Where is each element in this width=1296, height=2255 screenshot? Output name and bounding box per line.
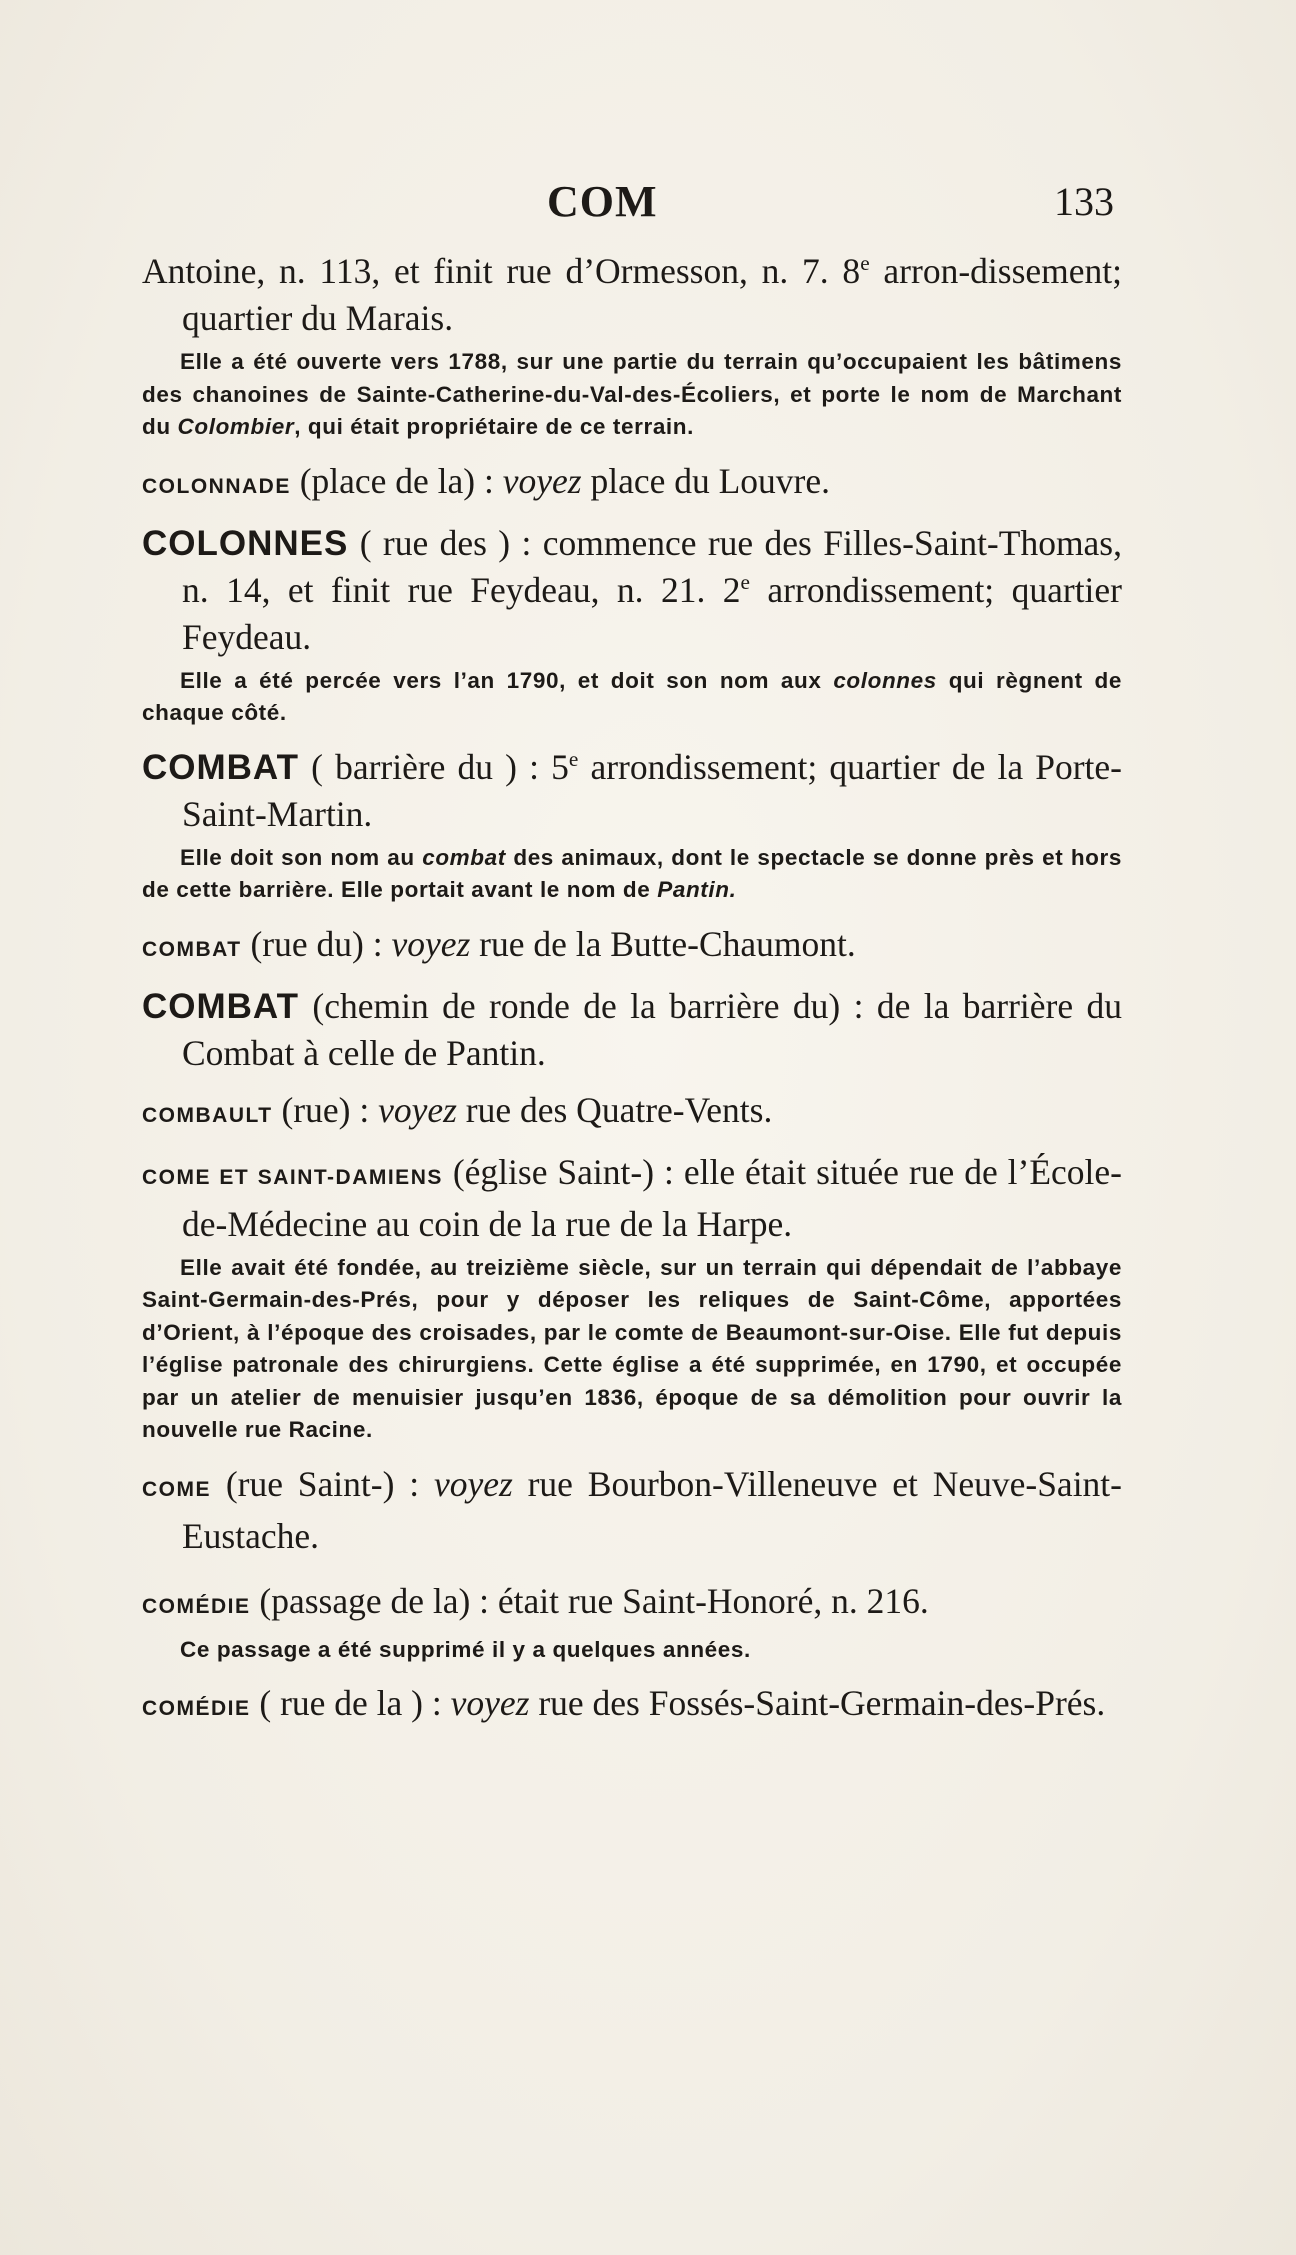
note-italic: combat: [422, 844, 506, 870]
headword: COMBAT: [142, 986, 299, 1026]
page-header: [142, 172, 1122, 232]
entry-text: (chemin de ronde de la barrière du) : de la barrière du Combat à celle de Pantin.: [182, 985, 1122, 1073]
headword: COMÉDIE: [142, 1697, 251, 1720]
entry-text: (rue Saint-) :: [211, 1463, 434, 1504]
entry-continuation: [142, 248, 1122, 342]
entry-combat-rue: [142, 921, 1122, 973]
running-head: COM: [547, 177, 658, 226]
headword: COMÉDIE: [142, 1594, 251, 1618]
headword: COMBAT: [142, 937, 242, 961]
note-text: Elle avait été fondée, au treizième siècle, sur un terrain qui dépendait de l’abbaye Saint-Germain-des-Prés, pour y déposer les reliques de Saint-Côme, apportées d’Orient, à l’époque des croisades, par le comte de Beaumont-sur-Oise. Elle fut depuis l’église patronale des chirurgiens. Cette église a été supprimée, en 1790, et occupée par un atelier de menuisier jusqu’en 1836, époque de sa démolition pour ouvrir la nouvelle rue Racine.: [142, 1254, 1122, 1442]
entry-colonnes: [142, 520, 1122, 661]
entry-text: rue de la Butte-Chaumont.: [470, 923, 856, 964]
entry-text: ( rue des ) : commence rue des Filles-Saint-Thomas, n. 14, et finit rue Feydeau, n. 21. 2: [182, 522, 1122, 610]
entry-text: rue Bourbon-Villeneuve et Neuve-Saint-Eustache.: [182, 1463, 1122, 1556]
entry-text: ( barrière du ) : 5: [299, 746, 569, 787]
entry-italic: voyez: [502, 460, 582, 501]
note-text: Elle doit son nom au: [180, 844, 423, 870]
ordinal-sup: e: [568, 746, 579, 771]
entry-italic: voyez: [450, 1683, 530, 1723]
entry-note: [142, 665, 1122, 730]
entry-combault: [142, 1087, 1122, 1139]
page-body: [142, 248, 1122, 1732]
entry-italic: voyez: [378, 1089, 457, 1130]
entry-text: (rue du) :: [241, 923, 392, 964]
headword: COME: [142, 1477, 211, 1501]
note-text: Ce passage a été supprimé il y a quelques années.: [180, 1636, 751, 1662]
entry-text: rue des Quatre-Vents.: [456, 1089, 773, 1130]
entry-text: place du Louvre.: [581, 460, 830, 501]
entry-comedie-passage: [142, 1578, 1122, 1630]
entry-come-saint-damiens: [142, 1149, 1122, 1248]
note-text: qui règnent de chaque côté.: [142, 667, 1123, 725]
entry-text: (passage de la) : était rue Saint-Honoré, n. 216.: [250, 1580, 929, 1621]
entry-note: [142, 1252, 1122, 1447]
entry-text: arron-dissement; quartier du Marais.: [182, 251, 1122, 338]
entry-text: (rue) :: [272, 1089, 379, 1130]
entry-note: [142, 842, 1122, 907]
entry-text: Antoine, n. 113, et finit rue d’Ormesson, n. 7. 8: [142, 251, 861, 291]
entry-text: (église Saint-) : elle était située rue de l’École-de-Médecine au coin de la rue de la Harpe.: [182, 1151, 1122, 1244]
headword: COMBAT: [142, 747, 299, 787]
ordinal-sup: e: [740, 569, 750, 594]
note-italic: Colombier: [177, 414, 295, 439]
entry-combat-chemin: [142, 983, 1122, 1077]
note-text: Elle a été percée vers l’an 1790, et doit son nom aux: [180, 667, 834, 693]
note-text: des animaux, dont le spectacle se donne près et hors de cette barrière. Elle portait avant le nom de: [142, 844, 1122, 902]
entry-text: arrondissement; quartier de la Porte-Saint-Martin.: [182, 746, 1123, 834]
note-text: Elle a été ouverte vers 1788, sur une partie du terrain qu’occupaient les bâtimens des chanoines de Sainte-Catherine-du-Val-des-Écoliers, et porte le nom de Marchant du: [142, 349, 1122, 439]
entry-come-rue: [142, 1461, 1122, 1560]
entry-italic: voyez: [391, 923, 471, 964]
entry-comedie-rue: [142, 1680, 1122, 1732]
note-italic: colonnes: [833, 667, 937, 693]
headword: COLONNES: [142, 523, 349, 563]
entry-italic: voyez: [433, 1463, 513, 1504]
note-text: , qui était propriétaire de ce terrain.: [294, 414, 694, 439]
headword: COLONNADE: [142, 474, 291, 498]
entry-text: (place de la) :: [290, 460, 503, 501]
page-number: 133: [1054, 179, 1114, 224]
headword: COMBAULT: [142, 1103, 273, 1127]
ordinal-sup: e: [860, 251, 870, 276]
entry-note: [142, 346, 1122, 444]
entry-combat-barriere: [142, 744, 1122, 838]
entry-note: [142, 1634, 1122, 1667]
entry-text: arrondissement; quartier Feydeau.: [182, 569, 1122, 657]
note-italic: Pantin.: [657, 877, 737, 902]
entry-colonnade: [142, 458, 1122, 510]
entry-text: ( rue de la ) :: [250, 1683, 451, 1723]
entry-text: rue des Fossés-Saint-Germain-des-Prés.: [529, 1683, 1106, 1723]
headword: COME ET SAINT-DAMIENS: [142, 1165, 443, 1189]
